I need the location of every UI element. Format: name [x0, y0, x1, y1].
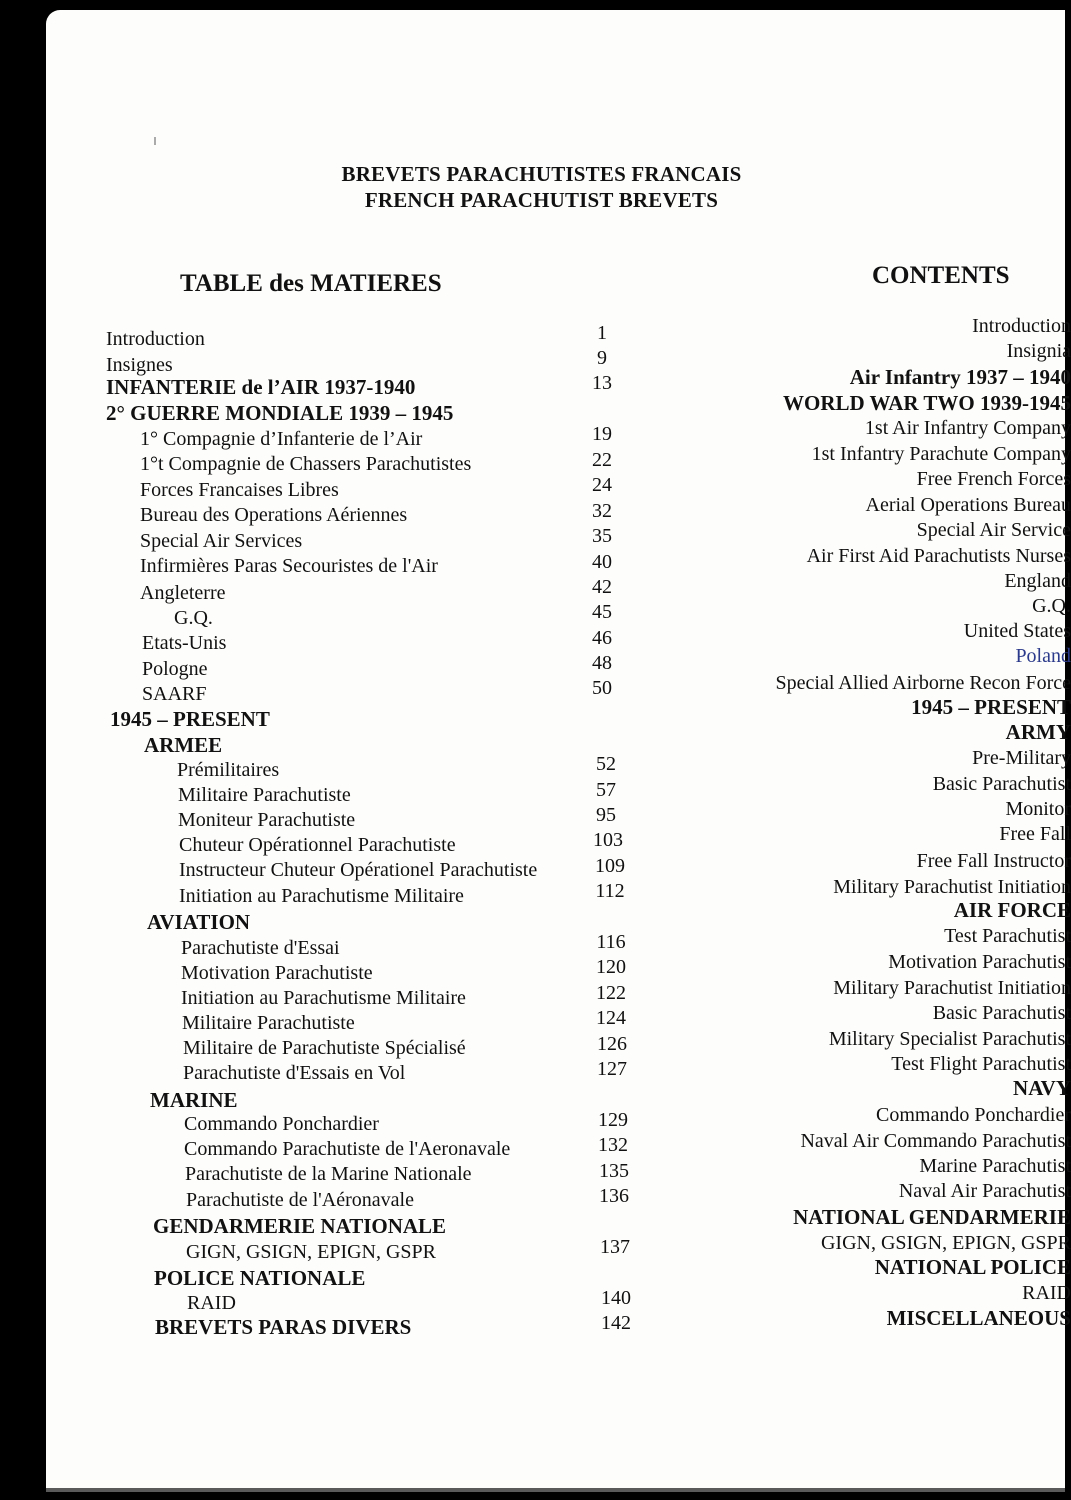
- toc-entry: POLICE NATIONALE: [154, 1266, 366, 1290]
- title-french: BREVETS PARACHUTISTES FRANCAIS: [341, 162, 742, 186]
- toc-page-number: 112: [595, 880, 625, 902]
- toc-entry: Parachutiste de la Marine Nationale: [185, 1163, 472, 1185]
- toc-entry: Prémilitaires: [177, 759, 280, 781]
- contents-entry: GIGN, GSIGN, EPIGN, GSPR: [820, 1232, 1071, 1254]
- contents-entry: NAVY: [1013, 1076, 1071, 1100]
- contents-entry: Pre-Military: [972, 747, 1071, 769]
- toc-entry: 1°t Compagnie de Chassers Parachutistes: [140, 453, 472, 475]
- contents-entry: Naval Air Parachutist: [898, 1180, 1071, 1202]
- toc-page-number: 1: [597, 322, 607, 344]
- contents-entry: Military Parachutist Initiation: [833, 876, 1071, 898]
- toc-page-number: 57: [596, 779, 616, 801]
- title-english: FRENCH PARACHUTIST BREVETS: [364, 188, 719, 212]
- toc-page-number: 103: [593, 829, 623, 851]
- contents-entry: Free French Forces: [916, 468, 1071, 490]
- toc-page-number: 48: [592, 652, 612, 674]
- contents-entry: Free Fall Instructor: [916, 850, 1071, 872]
- toc-entry: INFANTERIE de l’AIR 1937-1940: [106, 375, 416, 399]
- toc-entry: Initiation au Parachutisme Militaire: [179, 885, 464, 907]
- toc-page-number: 52: [596, 753, 616, 775]
- toc-page-number: 9: [597, 347, 607, 369]
- page-edge-shadow: [46, 1488, 1065, 1492]
- contents-entry: Test Parachutist: [944, 925, 1071, 947]
- contents-entry: Air Infantry 1937 – 1940: [849, 365, 1071, 389]
- contents-entry: Special Allied Airborne Recon Force: [775, 672, 1071, 694]
- toc-entry: Forces Francaises Libres: [140, 479, 339, 501]
- toc-entry: Chuteur Opérationnel Parachutiste: [179, 834, 456, 856]
- contents-entry: Motivation Parachutist: [888, 951, 1071, 973]
- toc-entry: Parachutiste d'Essai: [181, 937, 340, 959]
- toc-entry: SAARF: [142, 683, 207, 705]
- toc-entry: 2° GUERRE MONDIALE 1939 – 1945: [106, 401, 454, 425]
- scan-mark: [154, 137, 156, 145]
- toc-entry: Pologne: [142, 658, 208, 680]
- toc-entry: ARMEE: [144, 733, 223, 757]
- toc-page-number: 124: [596, 1007, 626, 1029]
- toc-page-number: 95: [596, 804, 616, 826]
- contents-entry: Free Fall: [999, 823, 1071, 845]
- toc-page-number: 35: [592, 525, 612, 547]
- toc-page-number: 46: [592, 627, 612, 649]
- toc-entry: AVIATION: [147, 910, 251, 934]
- contents-entry: AIR FORCE: [953, 898, 1071, 922]
- toc-entry: Infirmières Paras Secouristes de l'Air: [140, 555, 438, 577]
- contents-entry: Naval Air Commando Parachutist: [800, 1130, 1071, 1152]
- toc-page-number: 129: [598, 1109, 628, 1131]
- contents-entry: Special Air Service: [916, 519, 1071, 541]
- toc-entry: 1945 – PRESENT: [110, 707, 270, 731]
- toc-entry: G.Q.: [174, 607, 213, 629]
- toc-page-number: 32: [592, 500, 612, 522]
- toc-page-number: 137: [600, 1236, 630, 1258]
- toc-page-number: 19: [592, 423, 612, 445]
- toc-entry: Commando Parachutiste de l'Aeronavale: [184, 1138, 511, 1160]
- contents-entry: 1st Air Infantry Company: [864, 417, 1071, 439]
- toc-entry: Special Air Services: [140, 530, 303, 552]
- toc-entry: Insignes: [106, 354, 173, 376]
- contents-entry: Insignia: [1006, 340, 1071, 362]
- toc-page-number: 126: [597, 1033, 627, 1055]
- toc-page-number: 50: [592, 677, 612, 699]
- toc-entry: GIGN, GSIGN, EPIGN, GSPR: [186, 1241, 437, 1263]
- contents-entry: ARMY: [1005, 720, 1071, 744]
- toc-entry: Angleterre: [140, 582, 226, 604]
- toc-page-number: 142: [601, 1312, 631, 1334]
- toc-page-number: 24: [592, 474, 612, 496]
- toc-entry: MARINE: [150, 1088, 238, 1112]
- contents-entry: MISCELLANEOUS: [886, 1306, 1071, 1330]
- contents-entry: Military Parachutist Initiation: [833, 977, 1071, 999]
- toc-page-number: 22: [592, 449, 612, 471]
- contents-entry: 1st Infantry Parachute Company: [811, 443, 1071, 465]
- contents-entry: 1945 – PRESENT: [911, 695, 1071, 719]
- toc-entry: Introduction: [106, 328, 205, 350]
- toc-page-number: 132: [598, 1134, 628, 1156]
- contents-entry: RAID: [1022, 1282, 1071, 1304]
- toc-page-number: 135: [599, 1160, 629, 1182]
- toc-entry: Militaire de Parachutiste Spécialisé: [183, 1037, 466, 1059]
- toc-page-number: 45: [592, 601, 612, 623]
- contents-entry: G.Q.: [1032, 595, 1071, 617]
- toc-entry: Commando Ponchardier: [184, 1113, 379, 1135]
- toc-page-number: 13: [592, 372, 612, 394]
- toc-entry: Bureau des Operations Aériennes: [140, 504, 408, 526]
- toc-entry: 1° Compagnie d’Infanterie de l’Air: [140, 428, 423, 450]
- toc-entry: Militaire Parachutiste: [178, 784, 351, 806]
- contents-entry: Basic Parachutist: [932, 773, 1071, 795]
- table-of-contents-english: [646, 10, 1071, 1488]
- left-heading: TABLE des MATIERES: [180, 270, 442, 297]
- toc-entry: BREVETS PARAS DIVERS: [155, 1315, 412, 1339]
- toc-page-number: 122: [596, 982, 626, 1004]
- toc-entry: Moniteur Parachutiste: [178, 809, 356, 831]
- document-page: [46, 10, 1071, 1488]
- toc-entry: Militaire Parachutiste: [182, 1012, 355, 1034]
- contents-entry: Introduction: [972, 315, 1071, 337]
- toc-entry: Etats-Unis: [142, 632, 227, 654]
- toc-entry: GENDARMERIE NATIONALE: [153, 1214, 447, 1238]
- contents-entry: Aerial Operations Bureau: [865, 494, 1071, 516]
- contents-entry: Military Specialist Parachutist: [828, 1028, 1071, 1050]
- contents-entry: Test Flight Parachutist: [891, 1053, 1071, 1075]
- toc-entry: Motivation Parachutiste: [181, 962, 373, 984]
- contents-entry: NATIONAL GENDARMERIE: [793, 1205, 1071, 1229]
- contents-entry: Basic Parachutist: [932, 1002, 1071, 1024]
- toc-entry: RAID: [187, 1292, 236, 1314]
- contents-entry: Air First Aid Parachutists Nurses: [806, 545, 1071, 567]
- toc-entry: Parachutiste d'Essais en Vol: [183, 1062, 406, 1084]
- toc-page-number: 109: [595, 855, 625, 877]
- toc-page-number: 127: [597, 1058, 627, 1080]
- toc-page-number: 42: [592, 576, 612, 598]
- contents-entry: WORLD WAR TWO 1939-1945: [782, 391, 1071, 415]
- toc-page-number: 140: [601, 1287, 631, 1309]
- contents-entry: Commando Ponchardier: [876, 1104, 1071, 1126]
- toc-entry: Initiation au Parachutisme Militaire: [181, 987, 466, 1009]
- contents-entry: Marine Parachutist: [919, 1155, 1071, 1177]
- right-heading: CONTENTS: [872, 262, 1010, 289]
- contents-entry: United States: [963, 620, 1071, 642]
- toc-entry: Parachutiste de l'Aéronavale: [186, 1189, 414, 1211]
- toc-page-number: 40: [592, 551, 612, 573]
- toc-page-number: 136: [599, 1185, 629, 1207]
- toc-entry: Instructeur Chuteur Opérationel Parachutiste: [179, 859, 538, 881]
- toc-page-number: 116: [596, 931, 626, 953]
- contents-entry: Poland: [1015, 645, 1071, 667]
- contents-entry: Monitor: [1005, 798, 1071, 820]
- contents-entry: England: [1004, 570, 1071, 592]
- toc-page-number: 120: [596, 956, 626, 978]
- contents-entry: NATIONAL POLICE: [874, 1255, 1071, 1279]
